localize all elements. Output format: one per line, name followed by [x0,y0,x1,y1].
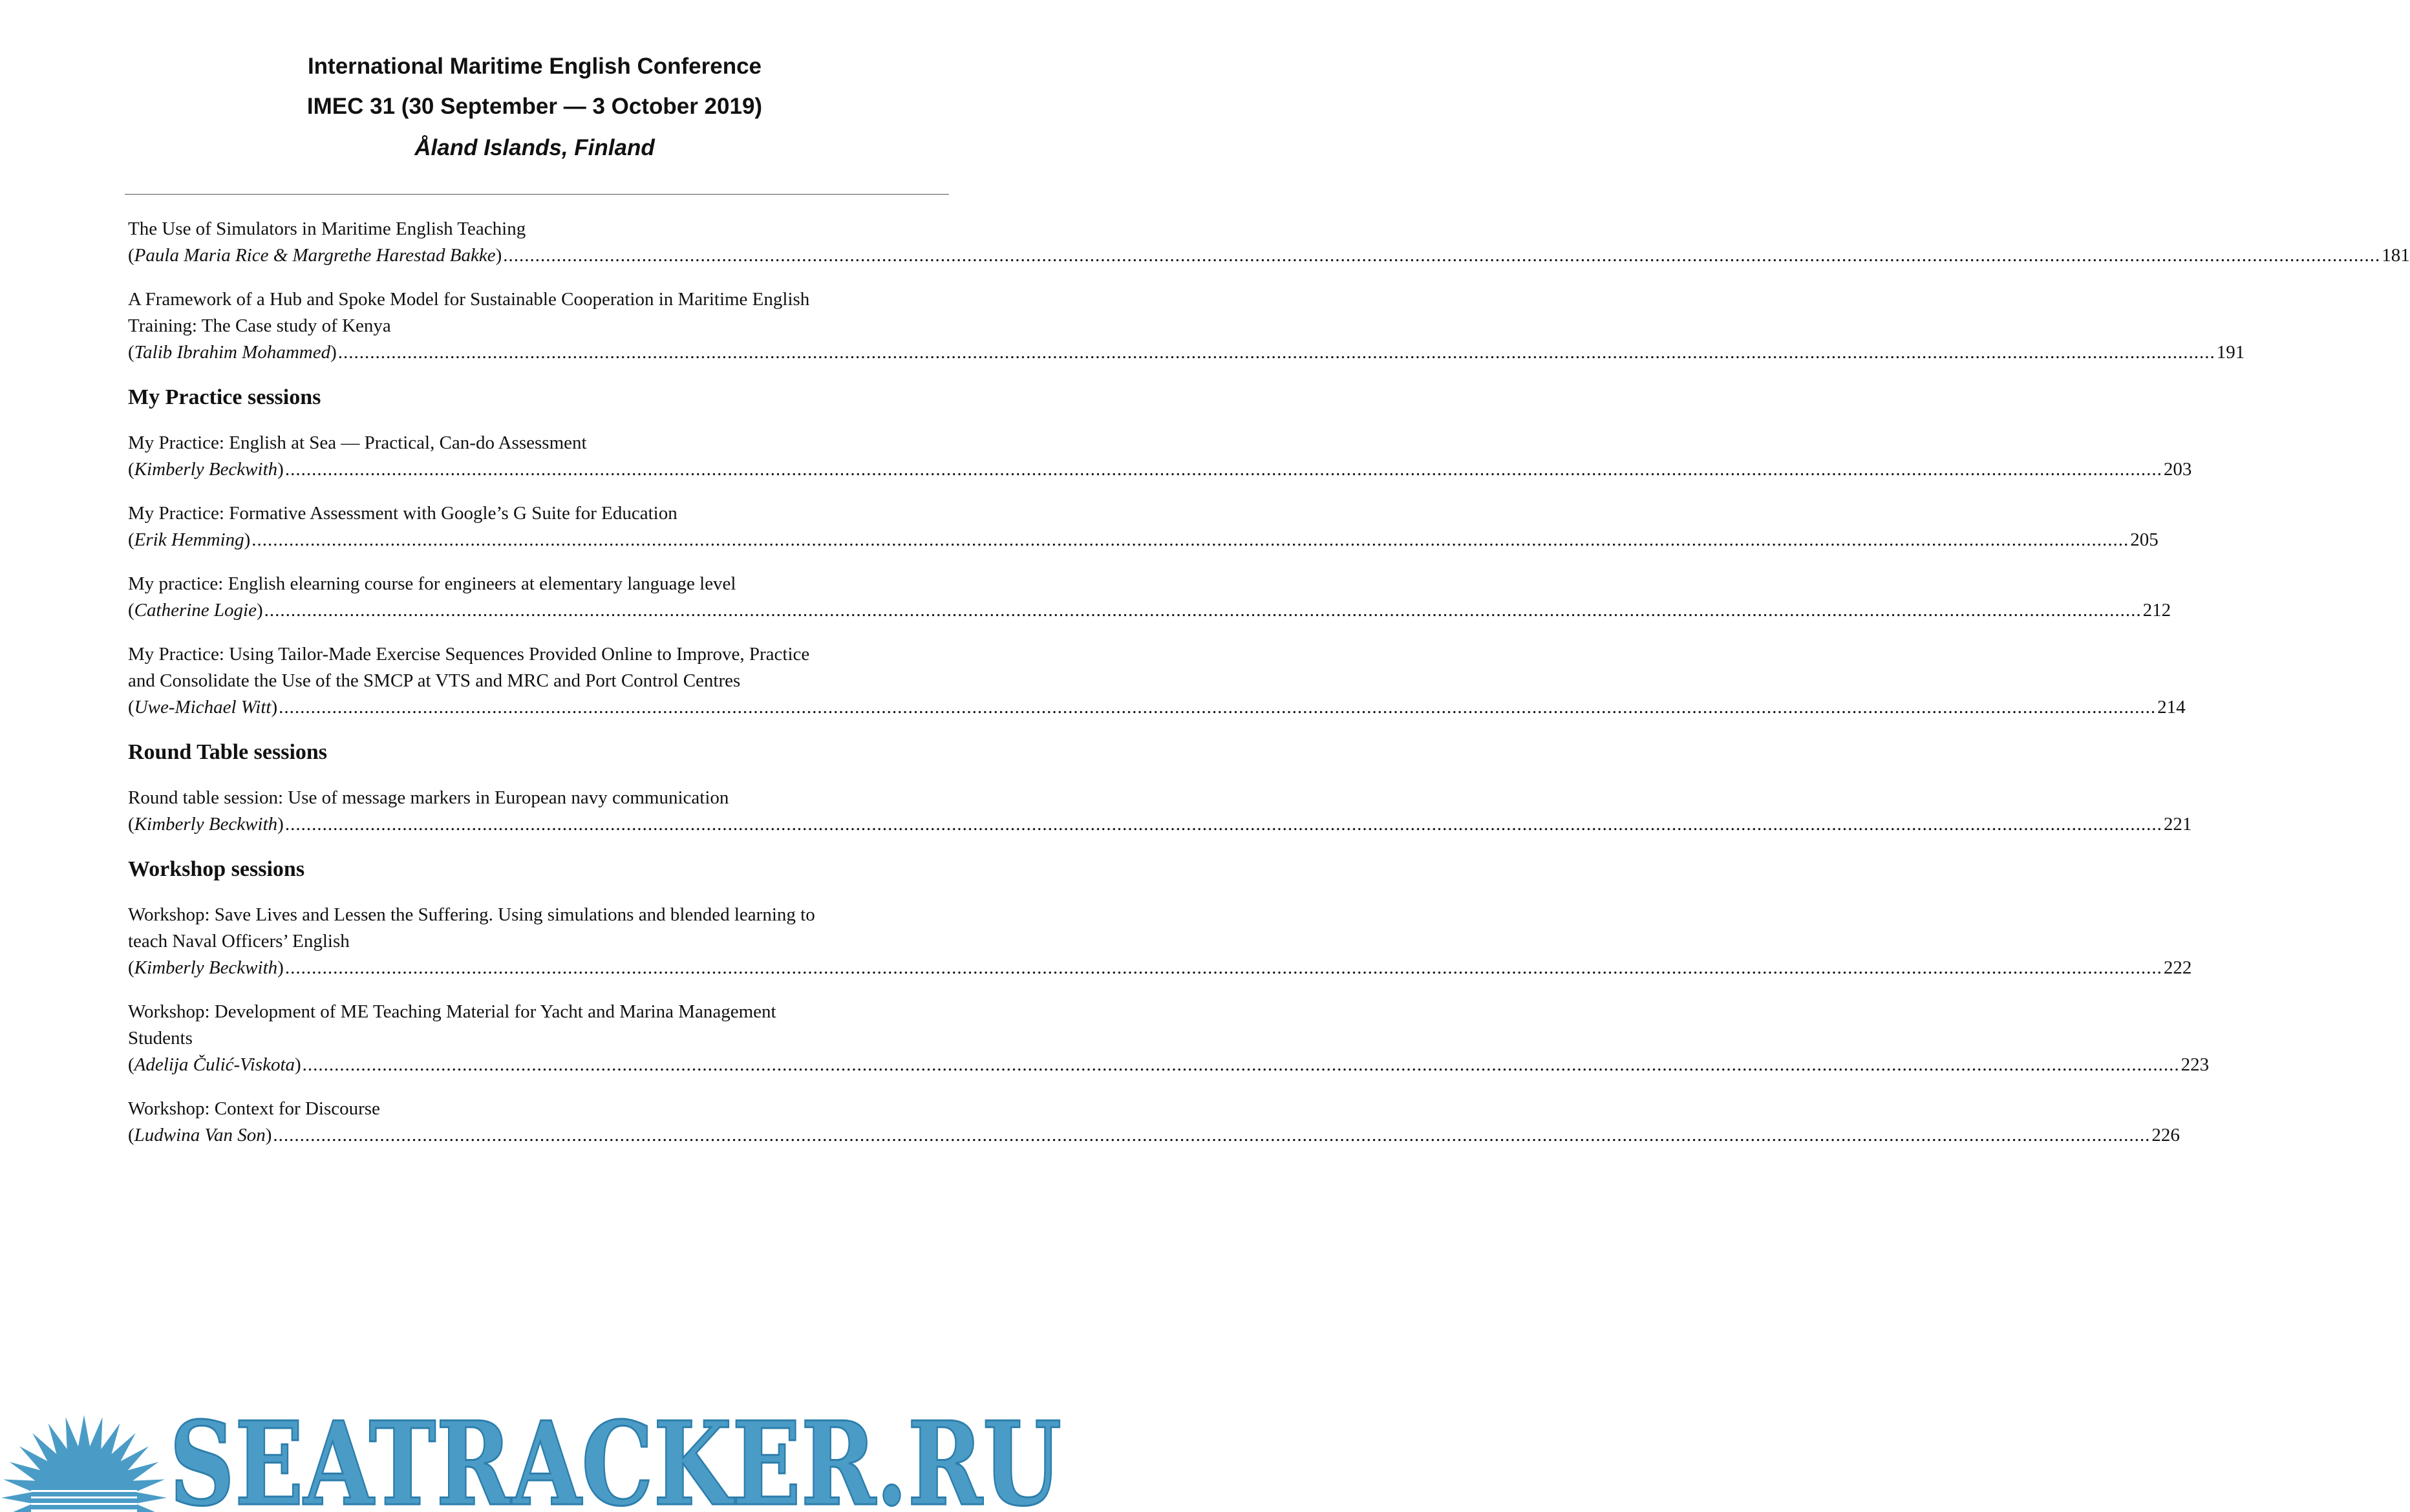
conference-location: Åland Islands, Finland [414,135,655,160]
entry-title: Round table session: Use of message markers in European navy communication [128,787,729,808]
entry-author-line: ( Catherine Logie ) ..... 212 [128,597,948,624]
dot-leader [285,811,2162,838]
toc-entry[interactable] [128,500,2159,553]
watermark-text: SEATRACKER.RU [169,1396,1061,1512]
entry-author-line: ( Kimberly Beckwith ) ..... 203 [128,456,948,483]
toc-entry[interactable] [128,1096,2180,1149]
toc-entry[interactable] [128,785,2192,838]
entry-page-number: 222 [2163,957,2192,978]
entry-author: Uwe-Michael Witt [134,697,272,718]
entry-title: My Practice: English at Sea — Practical, Can-do Assessment [128,432,587,453]
toc-entry[interactable] [128,902,2192,981]
entry-author: Kimberly Beckwith [134,957,278,978]
conference-title: International Maritime English Conference [307,54,762,79]
sun-icon [1,1415,167,1512]
entry-title: Workshop: Context for Discourse [128,1098,380,1119]
entry-title: Workshop: Save Lives and Lessen the Suffering. Using simulations and blended learning to teach Naval Officers’ English [128,904,815,952]
watermark-graphic [0,1361,1069,1512]
entry-author-line: ( Kimberly Beckwith ) ..... 221 [128,811,948,838]
entry-author-line: ( Erik Hemming ) ..... 205 [128,527,948,553]
section-heading-workshop: Workshop sessions [128,857,305,881]
entry-author: Adelija Čulić-Viskota [134,1054,295,1075]
toc-entry[interactable] [128,571,2171,624]
dot-leader [338,339,2215,366]
entry-author-line: ( Adelija Čulić-Viskota ) ..... 223 [128,1052,948,1078]
toc-entry[interactable] [128,216,2410,269]
entry-page-number: 226 [2151,1125,2180,1145]
entry-author-line: ( Uwe-Michael Witt ) ..... 214 [128,694,948,721]
entry-author: Kimberly Beckwith [134,459,278,480]
entry-title: Workshop: Development of ME Teaching Material for Yacht and Marina Management Students [128,1001,776,1049]
entry-page-number: 223 [2181,1054,2210,1075]
dot-leader [285,955,2162,981]
toc-entry[interactable] [128,430,2192,483]
dot-leader [285,456,2162,483]
entry-author-line: ( Talib Ibrahim Mohammed ) ..... 191 [128,339,948,366]
entry-page-number: 205 [2130,529,2159,550]
toc-entry[interactable] [128,641,2186,721]
entry-author: Erik Hemming [134,529,244,550]
dot-leader [303,1052,2180,1078]
toc-entry[interactable] [128,286,2245,366]
entry-author: Catherine Logie [134,600,257,621]
conference-edition: IMEC 31 (30 September — 3 October 2019) [306,94,763,119]
dot-leader [279,694,2156,721]
dot-leader [251,527,2129,553]
entry-title: My practice: English elearning course for engineers at elementary language level [128,573,736,594]
entry-author-line: ( Kimberly Beckwith ) ..... 222 [128,955,948,981]
entry-author: Talib Ibrahim Mohammed [134,342,331,363]
entry-title: A Framework of a Hub and Spoke Model for Sustainable Cooperation in Maritime English Training: The Case study of Kenya [128,289,810,336]
entry-page-number: 191 [2216,342,2245,363]
dot-leader [503,242,2380,269]
entry-page-number: 212 [2142,600,2171,621]
watermark [0,1361,1069,1512]
document-header [0,47,1069,169]
entry-title: My Practice: Formative Assessment with Google’s G Suite for Education [128,503,677,524]
table-of-contents [128,216,2410,1166]
entry-author: Paula Maria Rice & Margrethe Harestad Bakke [134,245,496,266]
entry-page-number: 181 [2382,245,2410,266]
entry-author: Ludwina Van Son [134,1125,266,1145]
header-divider [125,194,949,195]
entry-page-number: 221 [2163,814,2192,835]
entry-author: Kimberly Beckwith [134,814,278,835]
toc-entry[interactable] [128,999,2210,1078]
dot-leader [273,1122,2150,1149]
entry-author-line: ( Ludwina Van Son ) ..... 226 [128,1122,948,1149]
section-heading-round-table: Round Table sessions [128,740,328,764]
entry-page-number: 214 [2157,697,2186,718]
entry-author-line: ( Paula Maria Rice & Margrethe Harestad Bakke ) ..... 181 [128,242,948,269]
entry-title: The Use of Simulators in Maritime English Teaching [128,218,526,239]
section-heading-my-practice: My Practice sessions [128,385,321,409]
entry-page-number: 203 [2163,459,2192,480]
entry-title: My Practice: Using Tailor-Made Exercise Sequences Provided Online to Improve, Practice and Consolidate the Use of the SMCP at VTS and MRC and Port Control Centres [128,644,810,691]
dot-leader [264,597,2142,624]
